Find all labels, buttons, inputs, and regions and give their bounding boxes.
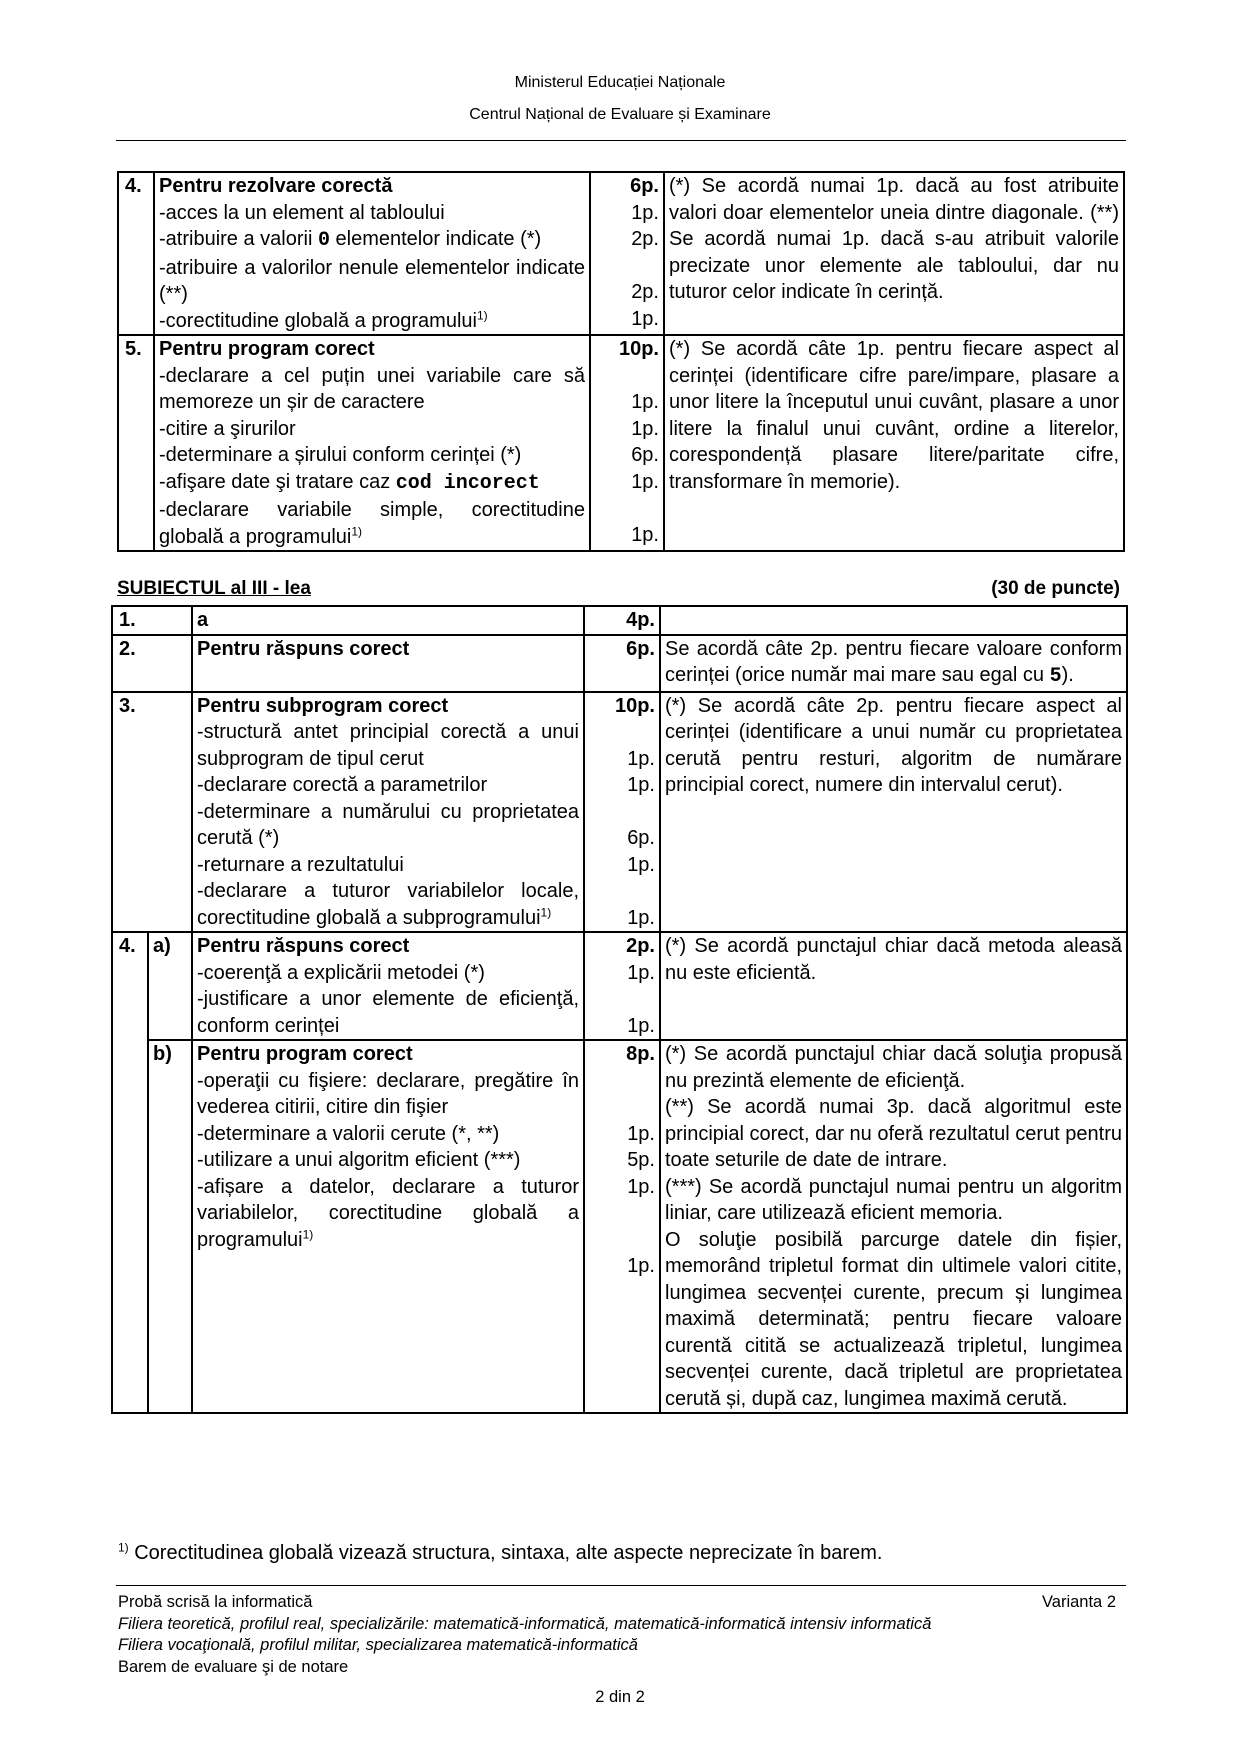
table-row-item-4a (112, 932, 1127, 1040)
criterion-points: 1p. (631, 470, 659, 493)
footer-variant: Varianta 2 (1042, 1593, 1116, 1611)
criterion-points: 1p. (627, 853, 655, 876)
note: O soluţie posibilă parcurge datele din fișier, memorând tripletul format din ultimele valori citite, lungimea secvenței curente, precum și lungimea maximă determinată; pentru fiecare valoare curentă citită se actualizează tripletul, lungimea secvenței curente, dacă tripletul are proprietatea cerută și, după caz, lungimea maximă cerută. (665, 1228, 1122, 1410)
criterion-points: 2p. (631, 228, 659, 250)
footnote-marker: 1) (118, 1540, 129, 1555)
center-header: Centrul Național de Evaluare și Examinare (469, 106, 771, 123)
answer-cell: a (192, 606, 584, 635)
criterion-points: 1p. (631, 523, 659, 546)
criterion: -atribuire a valorii 0 elementelor indicate (*) (159, 228, 542, 252)
criterion-points: 5p. (627, 1149, 655, 1171)
total-points: 6p. (630, 175, 659, 197)
total-points: 2p. (626, 935, 655, 957)
criterion: -afişare date şi tratare caz cod incorect (159, 470, 540, 495)
footnote-text: Corectitudinea globală vizează structura, sintaxa, alte aspecte neprecizate în barem. (134, 1542, 883, 1564)
subitem-label: b) (148, 1040, 192, 1413)
total-points: 10p. (618, 338, 659, 360)
criteria-title: Pentru program corect (159, 338, 375, 360)
criterion: -operaţii cu fişiere: declarare, pregătire în vederea citirii, citire din fişier (197, 1069, 579, 1118)
scoring-table-subject-2 (117, 171, 1125, 552)
note: (**) Se acordă numai 3p. dacă algoritmul este principial corect, dar nu oferă rezultatul cerut pentru toate seturile de date de intrare. (665, 1096, 1122, 1171)
criterion-points: 1p. (631, 307, 659, 330)
footer-doc-type: Barem de evaluare şi de notare (118, 1658, 349, 1676)
criterion: -justificare a unor elemente de eficienţă, conform cerinței (197, 988, 579, 1037)
footer-exam: Probă scrisă la informatică (118, 1593, 313, 1611)
subitem-label: a) (148, 932, 192, 1040)
criterion: -corectitudine globală a programului$^{1)}$ (159, 307, 488, 332)
criteria-cell (192, 692, 584, 933)
notes-cell: Se acordă câte 2p. pentru fiecare valoare conform cerinței (orice număr mai mare sau egal cu 5). (660, 635, 1127, 692)
criterion: -acces la un element al tabloului (159, 201, 445, 224)
criterion: -citire a şirurilor (159, 417, 296, 440)
item-number: 4. (112, 932, 148, 1413)
total-points: 8p. (626, 1043, 655, 1065)
criterion: -determinare a șirului conform cerinței (*) (159, 444, 522, 466)
total-points: 10p. (614, 694, 655, 717)
criteria-title: Pentru rezolvare corectă (159, 175, 393, 197)
criterion-points: 1p. (627, 747, 655, 770)
table-row-item-1 (112, 606, 1127, 635)
points-cell (584, 932, 660, 1040)
criterion: -utilizare a unui algoritm eficient (***) (197, 1149, 521, 1171)
criteria-title: Pentru subprogram corect (197, 694, 449, 717)
criterion-points: 1p. (627, 1175, 655, 1198)
criterion-points: 6p. (631, 444, 659, 466)
table-row-item-4b (112, 1040, 1127, 1413)
footnote-ref: 1) (351, 523, 363, 538)
footer-track-theoretical: Filiera teoretică, profilul real, specializările: matematică-informatică, matematică-informatică intensiv informatică (118, 1615, 932, 1633)
footnote-ref: 1) (476, 307, 488, 322)
criterion-points: 1p. (631, 417, 659, 440)
points-cell (584, 692, 660, 933)
ministry-header: Ministerul Educației Naționale (514, 74, 726, 91)
scoring-table-subject-3 (111, 605, 1128, 1414)
criterion-points: 1p. (627, 906, 655, 929)
footnote-ref: 1) (302, 1226, 314, 1241)
criteria-cell (192, 932, 584, 1040)
note: (***) Se acordă punctajul numai pentru un algoritm liniar, care utilizează eficient memoria. (665, 1175, 1122, 1224)
criterion: -determinare a valorii cerute (*, **) (197, 1122, 500, 1145)
points-cell (584, 1040, 660, 1413)
total-points: 6p. (584, 635, 660, 692)
total-points: 4p. (584, 606, 660, 635)
page-number: 2 din 2 (595, 1688, 645, 1706)
criterion: -afișare a datelor, declarare a tuturor variabilelor, corectitudine globală a programului$^{1)}$ (197, 1175, 579, 1251)
criterion-points: 6p. (627, 827, 655, 849)
criterion: -structură antet principial corectă a unui subprogram de tipul cerut (197, 721, 579, 770)
footnote-ref: 1) (540, 904, 552, 919)
criterion: -atribuire a valorilor nenule elementelor indicate (**) (159, 256, 585, 305)
table-row-item-5 (118, 335, 1124, 551)
table-row-item-2 (112, 635, 1127, 692)
item-number: 5. (118, 335, 154, 551)
criterion: -declarare a tuturor variabilelor locale, corectitudine globală a subprogramului$^{1)}$ (197, 880, 579, 929)
criteria-cell (154, 335, 590, 551)
criteria-title: Pentru program corect (197, 1043, 413, 1065)
section-points: (30 de puncte) (991, 578, 1120, 599)
criterion-points: 1p. (627, 1122, 655, 1145)
criterion-points: 2p. (631, 281, 659, 303)
criterion-points: 1p. (627, 961, 655, 984)
points-cell (590, 335, 664, 551)
notes-cell: (*) Se acordă numai 1p. dacă au fost atribuite valori doar elementelor uneia dintre diagonale. (**) Se acordă numai 1p. dacă s-au atribuit valorile precizate unor elemente ale tabloului, dar nu tuturor celor indicate în cerință. (664, 172, 1124, 335)
header-divider (116, 140, 1126, 141)
criteria-cell (192, 1040, 584, 1413)
criterion-points: 1p. (631, 201, 659, 224)
footer-divider (116, 1585, 1126, 1586)
criteria-title: Pentru răspuns corect (192, 635, 584, 692)
criterion: -coerenţă a explicării metodei (*) (197, 961, 485, 984)
footer-track-vocational: Filiera vocaţională, profilul militar, specializarea matematică-informatică (118, 1636, 638, 1654)
item-number: 2. (112, 635, 192, 692)
footnote (118, 1542, 882, 1565)
points-cell (590, 172, 664, 335)
criteria-title: Pentru răspuns corect (197, 935, 410, 957)
notes-cell (660, 1040, 1127, 1413)
criterion: -declarare a cel puțin unei variabile care să memoreze un șir de caractere (159, 364, 585, 413)
section-title: SUBIECTUL al III - lea (117, 578, 311, 599)
criterion-points: 1p. (631, 391, 659, 413)
note: (*) Se acordă punctajul chiar dacă soluţia propusă nu prezintă elemente de eficienţă. (665, 1043, 1122, 1092)
table-row-item-3 (112, 692, 1127, 933)
table-row-item-4 (118, 172, 1124, 335)
item-number: 1. (112, 606, 192, 635)
criteria-cell (154, 172, 590, 335)
criterion-points: 1p. (627, 1255, 655, 1277)
criterion: -declarare variabile simple, corectitudine globală a programului$^{1)}$ (159, 499, 585, 548)
criterion-points: 1p. (627, 774, 655, 796)
notes-cell: (*) Se acordă câte 2p. pentru fiecare aspect al cerinței (identificare a unui număr cu proprietatea cerută pentru resturi, algoritm de numărare principial corect, numere din intervalul cerut). (660, 692, 1127, 933)
notes-cell: (*) Se acordă punctajul chiar dacă metoda aleasă nu este eficientă. (660, 932, 1127, 1040)
criterion-points: 1p. (627, 1014, 655, 1037)
notes-cell: (*) Se acordă câte 1p. pentru fiecare aspect al cerinței (identificare cifre pare/impare, plasare a unor litere la începutul unui cuvânt, plasare a unor litere la finalul unui cuvânt, ordine a literelor, corespondență plasare litere/paritate cifre, transformare în memorie). (664, 335, 1124, 551)
criterion: -returnare a rezultatului (197, 853, 404, 876)
item-number: 4. (118, 172, 154, 335)
criterion: -declarare corectă a parametrilor (197, 774, 488, 796)
item-number: 3. (112, 692, 192, 933)
criterion: -determinare a numărului cu proprietatea cerută (*) (197, 800, 579, 849)
notes-cell (660, 606, 1127, 635)
